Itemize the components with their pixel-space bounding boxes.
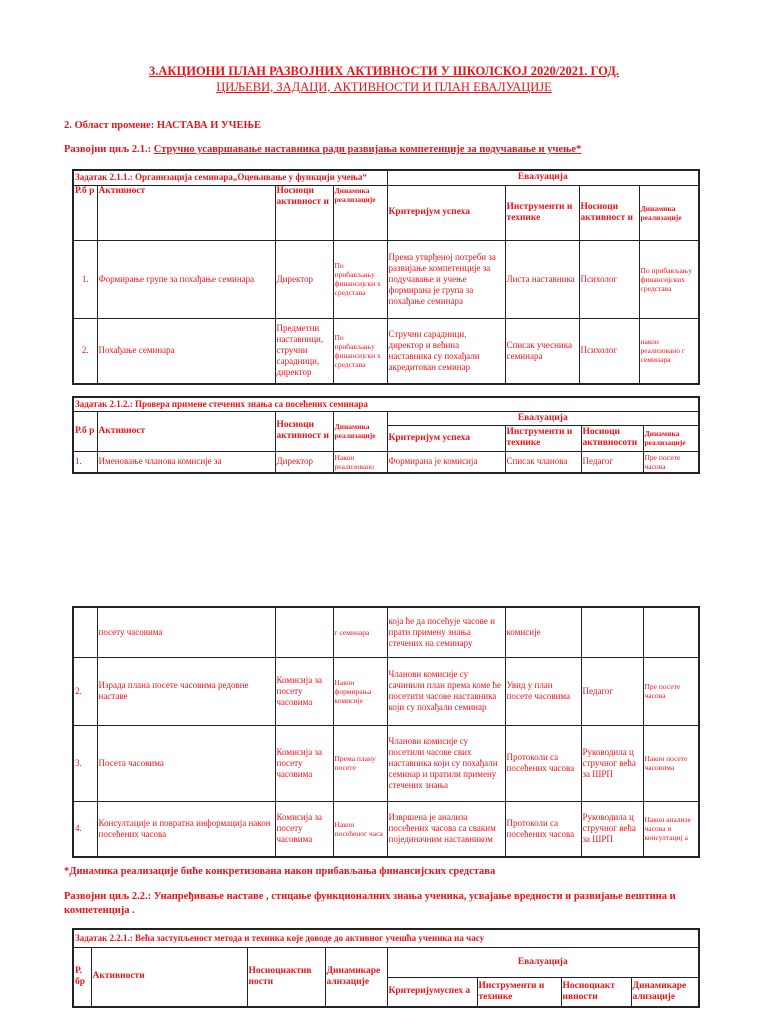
goal-2-2: Развојни циљ 2.2.: Унапређивање наставе , стицање функционалних знања ученика, усвајање вредности и развијање вештина и компетенција . bbox=[64, 891, 676, 916]
evaluation-header: Евалуација bbox=[387, 170, 699, 185]
col-holders-eval: Носиоци активност и bbox=[579, 185, 639, 240]
dynamics-cell: По прибављању финансијски х средстава bbox=[333, 318, 387, 384]
eval-holders-cell: Руководила ц стручног већа за ШРП bbox=[581, 725, 643, 801]
col-activity: Активности bbox=[91, 947, 247, 1007]
instruments-cell: Протоколи са посећених часова bbox=[505, 801, 581, 857]
task-2-1-2-table-continued bbox=[72, 606, 700, 858]
instruments-cell: Листа наставника bbox=[505, 240, 579, 318]
col-holders: Носиоци активност и bbox=[275, 185, 333, 240]
criteria-cell: која ће да посећује часове и прати примену знања стечених на семинару bbox=[387, 607, 505, 657]
task-2-2-1-table bbox=[72, 928, 700, 1008]
eval-holders-cell: Психолог bbox=[579, 240, 639, 318]
col-dynamics-eval: Динамика реализације bbox=[643, 425, 699, 451]
eval-holders-cell: Педагог bbox=[581, 451, 643, 473]
instruments-cell: Увид у план посете часовима bbox=[505, 657, 581, 725]
activity-cell: Посета часовима bbox=[97, 725, 275, 801]
instruments-cell: комисије bbox=[505, 607, 581, 657]
footnote: *Динамика реализације биће конкретизована након прибављања финансијских средстава bbox=[64, 866, 496, 877]
dynamics-cell: Према плану посете bbox=[333, 725, 387, 801]
criteria-cell: Чланови комисије су сачинили план према коме ће посетити часове наставника који су похађали семинар bbox=[387, 657, 505, 725]
dynamics-cell: Након формирања комисије bbox=[333, 657, 387, 725]
goal-2-1 bbox=[64, 144, 581, 155]
eval-holders-cell: Руководила ц стручног већа за ШРП bbox=[581, 801, 643, 857]
col-rb: Р.б р bbox=[73, 411, 97, 451]
table-row bbox=[73, 657, 699, 725]
page-subtitle: ЦИЉЕВИ, ЗАДАЦИ, АКТИВНОСТИ И ПЛАН ЕВАЛУАЦИЈЕ bbox=[216, 80, 552, 94]
holders-cell: Комисија за посету часовима bbox=[275, 725, 333, 801]
eval-dynamics-cell: По прибављању финансијских средстава bbox=[639, 240, 699, 318]
col-rb: Р.б р bbox=[73, 185, 97, 240]
task-2-1-1-table bbox=[72, 169, 700, 385]
dynamics-cell: Након реализовано bbox=[333, 451, 387, 473]
criteria-cell: Према утврђеној потреби за развијање компетенције за подучавање и учење формирана је група за похађање семинара bbox=[387, 240, 505, 318]
criteria-cell: Стручни сарадници, директор и већина наставника су похађали акредитован семинар bbox=[387, 318, 505, 384]
eval-holders-cell: Психолог bbox=[579, 318, 639, 384]
activity-cell: Именовање чланова комисије за bbox=[97, 451, 275, 473]
task-title: Задатак 2.2.1.: Већа заступљеност метода и техника које доводе до активног учешћа ученика на часу bbox=[73, 929, 699, 947]
col-dynamics: Динамика реализације bbox=[333, 185, 387, 240]
col-holders: Носиоци активност и bbox=[275, 411, 333, 451]
table-row bbox=[73, 725, 699, 801]
dynamics-cell: г семинара bbox=[333, 607, 387, 657]
table-row bbox=[73, 607, 699, 657]
eval-dynamics-cell: након реализовано г семинара bbox=[639, 318, 699, 384]
col-instruments: Инструменти и технике bbox=[477, 977, 561, 1007]
col-holders: Носиоциактив ности bbox=[247, 947, 325, 1007]
activity-cell: посету часовима bbox=[97, 607, 275, 657]
col-dynamics: Динамикаре ализације bbox=[325, 947, 387, 1007]
criteria-cell: Извршена је анализа посећених часова са сваким појединачним наставником bbox=[387, 801, 505, 857]
activity-cell: Похађање семинара bbox=[97, 318, 275, 384]
goal-2-1-text: Стручно усавршавање наставника ради развијања компетенције за подучавање и учење* bbox=[153, 144, 582, 155]
col-rb: Р. бр bbox=[73, 947, 91, 1007]
table-row bbox=[73, 451, 699, 473]
criteria-cell: Формирана је комисија bbox=[387, 451, 505, 473]
evaluation-header: Евалуација bbox=[387, 947, 699, 977]
eval-dynamics-cell: Након анализе часова и консултациј а bbox=[643, 801, 699, 857]
col-dynamics-eval: Динамика реализације bbox=[639, 185, 699, 240]
row-number: 2. bbox=[73, 657, 97, 725]
instruments-cell: Списак учесника семинара bbox=[505, 318, 579, 384]
row-number: 1. bbox=[73, 451, 97, 473]
table-row bbox=[73, 318, 699, 384]
row-number: 3. bbox=[73, 725, 97, 801]
holders-cell: Директор bbox=[275, 240, 333, 318]
eval-holders-cell: Педагог bbox=[581, 657, 643, 725]
holders-cell: Директор bbox=[275, 451, 333, 473]
task-title: Задатак 2.1.1.: Организација семинара„Оцењивање у функцији учења“ bbox=[73, 170, 387, 185]
row-number: 1. bbox=[73, 240, 97, 318]
col-activity: Активност bbox=[97, 185, 275, 240]
dynamics-cell: По прибављању финансијски х средстава bbox=[333, 240, 387, 318]
eval-holders-cell bbox=[581, 607, 643, 657]
task-2-1-2-table bbox=[72, 396, 700, 474]
page-title: 3.АКЦИОНИ ПЛАН РАЗВОЈНИХ АКТИВНОСТИ У ШКОЛСКОЈ 2020/2021. ГОД. bbox=[149, 64, 619, 78]
holders-cell: Предметни наставници, стручни сарадници, директор bbox=[275, 318, 333, 384]
eval-dynamics-cell: Пре посете часова bbox=[643, 451, 699, 473]
activity-cell: Консултације и повратна информација након посећених часова bbox=[97, 801, 275, 857]
instruments-cell: Списак чланова bbox=[505, 451, 581, 473]
col-dynamics-eval: Динамикаре ализације bbox=[631, 977, 699, 1007]
instruments-cell: Протоколи са посећених часова bbox=[505, 725, 581, 801]
evaluation-header: Евалуација bbox=[387, 411, 699, 425]
holders-cell bbox=[275, 607, 333, 657]
col-holders-eval: Носиоциакт ивности bbox=[561, 977, 631, 1007]
col-dynamics: Динамика реализације bbox=[333, 411, 387, 451]
criteria-cell: Чланови комисије су посетили часове свих наставника који су похађали семинар и пратили примену стечених знања bbox=[387, 725, 505, 801]
col-criteria: Критеријум успеха bbox=[387, 185, 505, 240]
col-holders-eval: Носиоци активносоти bbox=[581, 425, 643, 451]
col-instruments: Инструменти и технике bbox=[505, 425, 581, 451]
holders-cell: Комисија за посету часовима bbox=[275, 657, 333, 725]
eval-dynamics-cell: Након посете часовима bbox=[643, 725, 699, 801]
dynamics-cell: Након посећеног часа bbox=[333, 801, 387, 857]
activity-cell: Формирање групе за похађање семинара bbox=[97, 240, 275, 318]
eval-dynamics-cell bbox=[643, 607, 699, 657]
row-number bbox=[73, 607, 97, 657]
activity-cell: Израда плана посете часовима редовне наставе bbox=[97, 657, 275, 725]
col-criteria: Критеријум успеха bbox=[387, 425, 505, 451]
row-number: 2. bbox=[73, 318, 97, 384]
eval-dynamics-cell: Пре посете часова bbox=[643, 657, 699, 725]
holders-cell: Комисија за посету часовима bbox=[275, 801, 333, 857]
col-instruments: Инструменти и технике bbox=[505, 185, 579, 240]
table-row bbox=[73, 801, 699, 857]
task-title: Задатак 2.1.2.: Провера примене стечених знања са посећених семинара bbox=[73, 397, 699, 411]
col-activity: Активност bbox=[97, 411, 275, 451]
col-criteria: Критеријумуспех а bbox=[387, 977, 477, 1007]
row-number: 4. bbox=[73, 801, 97, 857]
goal-2-1-prefix: Развојни циљ 2.1.: bbox=[64, 144, 154, 155]
table-row bbox=[73, 240, 699, 318]
area-heading: 2. Област промене: НАСТАВА И УЧЕЊЕ bbox=[64, 120, 261, 131]
